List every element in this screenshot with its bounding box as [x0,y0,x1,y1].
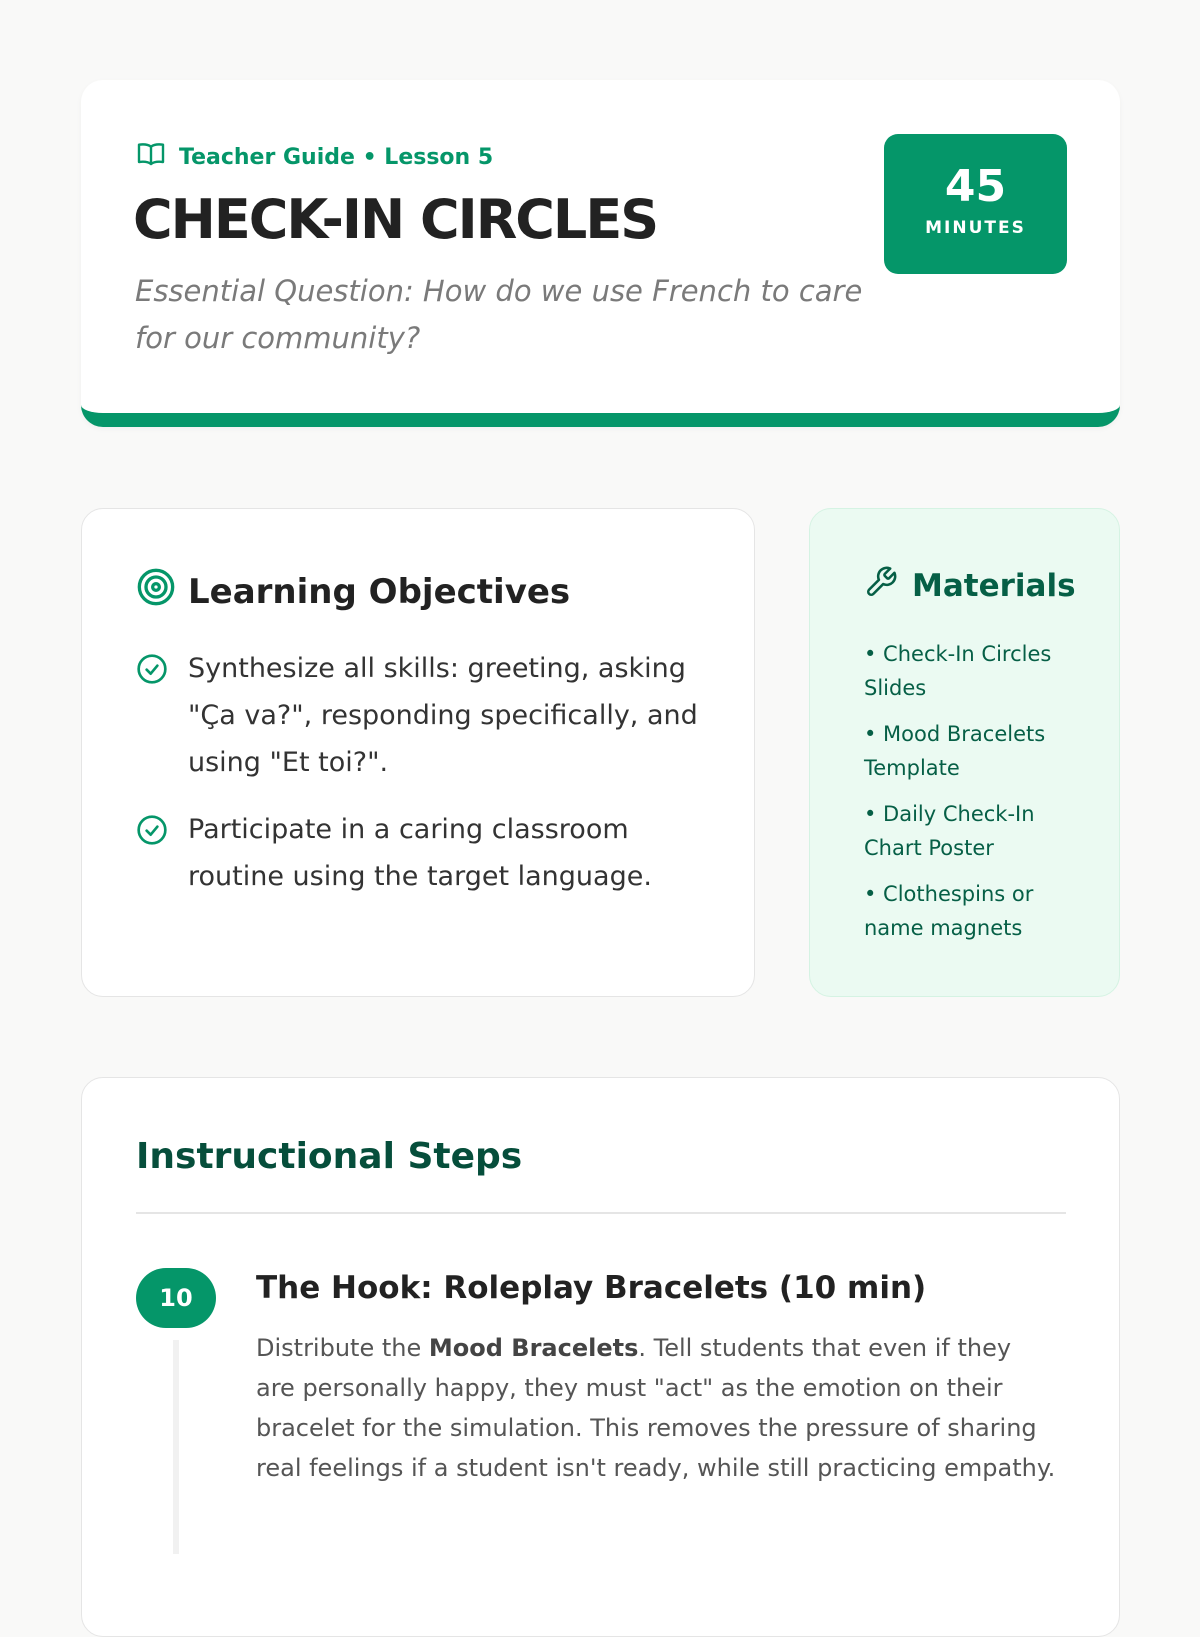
essential-question: Essential Question: How do we use French to care for our community? [135,274,863,355]
check-circle-icon [136,645,168,786]
objective-item [136,806,706,900]
instructional-steps-card [81,1077,1120,1637]
learning-objectives-card [81,508,755,997]
materials-list [864,637,1094,957]
step-desc-text: . Tell students that even if they are personally happy, they must "act" as the emotion on their bracelet for the simulation. This removes the pressure of sharing real feelings if a student isn't ready, while still practicing empathy. [256,1334,1056,1482]
objective-text: Participate in a caring classroom routine using the target language. [188,814,652,892]
wrench-icon [864,565,898,607]
materials-title: Materials [912,568,1076,604]
page-title: CHECK-IN CIRCLES [133,188,658,251]
objectives-list [136,645,706,920]
materials-heading [864,565,1076,607]
material-item: • Daily Check-In Chart Poster [864,802,1035,860]
lesson-eyebrow-text: Teacher Guide • Lesson 5 [179,144,494,170]
material-item: • Mood Bracelets Template [864,722,1046,780]
materials-card [809,508,1120,997]
step-description [256,1328,1056,1488]
steps-divider [136,1212,1066,1214]
duration-value: 45 [944,161,1007,212]
step-duration-badge: 10 [136,1268,216,1328]
lesson-eyebrow [135,138,493,176]
check-circle-icon [136,806,168,900]
duration-unit: MINUTES [925,218,1026,238]
step-desc-text: Distribute the [256,1334,429,1362]
step-title: The Hook: Roleplay Bracelets (10 min) [256,1270,927,1306]
step-timeline-line [173,1340,179,1554]
objectives-heading [136,567,570,616]
objective-text: Synthesize all skills: greeting, asking "Ça va?", responding specifically, and using "Et toi?". [188,653,698,778]
step-desc-emphasis: Mood Bracelets [428,1334,639,1362]
target-icon [136,567,176,616]
duration-badge [884,134,1067,274]
objective-item [136,645,706,786]
book-open-icon [135,138,167,176]
objectives-title: Learning Objectives [188,571,571,612]
material-item: • Check-In Circles Slides [864,642,1052,700]
material-item: • Clothespins or name magnets [864,882,1034,940]
lesson-header-card [81,80,1120,427]
steps-title: Instructional Steps [136,1136,523,1177]
